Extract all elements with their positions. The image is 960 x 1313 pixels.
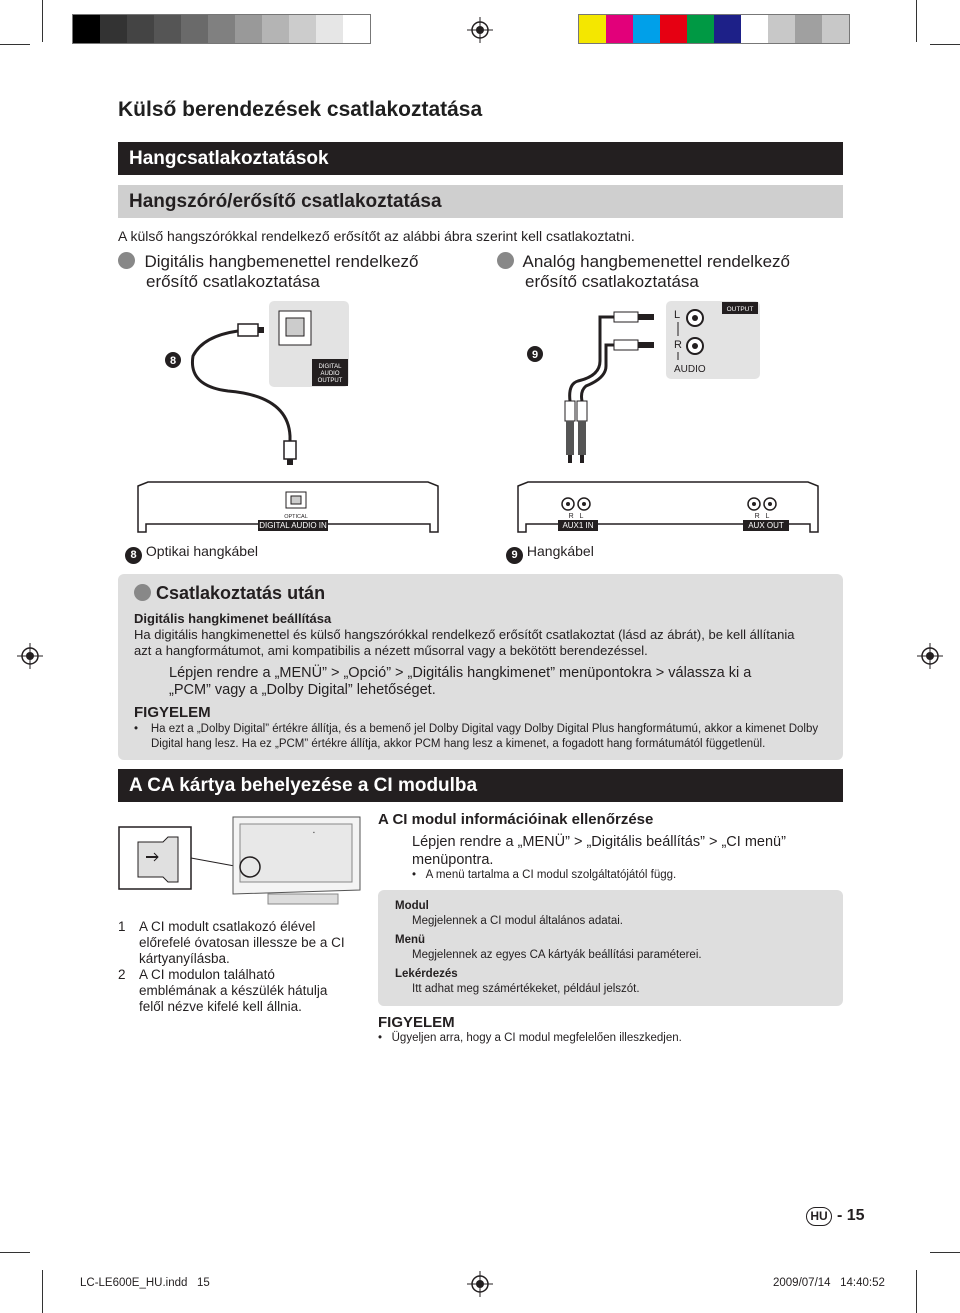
svg-text:OUTPUT: OUTPUT	[726, 306, 754, 313]
page-title: Külső berendezések csatlakoztatása	[118, 98, 483, 121]
ci-bullet: • A menü tartalma a CI modul szolgáltatójától függ.	[412, 869, 677, 881]
grayscale-strip	[72, 14, 371, 44]
svg-text:R L: R L	[568, 513, 584, 520]
row-desc-modul: Megjelennek a CI modul általános adatai.	[412, 915, 623, 927]
color-strip	[578, 14, 850, 44]
row-label-menu: Menü	[395, 934, 426, 946]
rca-cable	[565, 312, 654, 463]
digital-heading: Digitális hangbemenettel rendelkező erősítő csatlakoztatása	[118, 252, 419, 292]
registration-mark-icon	[467, 17, 493, 43]
bullet-icon	[497, 252, 514, 269]
svg-text:AUX OUT: AUX OUT	[748, 521, 784, 530]
number-8-icon: 8	[125, 547, 142, 564]
registration-mark-icon	[17, 643, 43, 669]
step-1: 1 A CI modult csatlakozó élével előrefelé óvatosan illessze be a CI kártyanyílásba.	[118, 919, 345, 966]
svg-text:▪: ▪	[313, 830, 315, 836]
amplifier-analog	[518, 482, 818, 532]
para-line-2: azt a hangformátumot, ami kompatibilis a nézett műsorral vagy a bekötött berendezéssel.	[134, 643, 648, 658]
subsection-bar-speaker: Hangszóró/erősítő csatlakoztatása	[118, 185, 843, 218]
after-connection-title: Csatlakoztatás után	[134, 583, 325, 604]
timestamp: 2009/07/14 14:40:52	[773, 1277, 885, 1289]
ci-table-content	[395, 899, 702, 997]
svg-text:8: 8	[169, 355, 177, 367]
svg-text:AUDIO: AUDIO	[674, 364, 706, 375]
svg-text:R L: R L	[754, 513, 770, 520]
analog-heading: Analóg hangbemenettel rendelkező erősítő csatlakoztatása	[497, 252, 790, 292]
ca-note-title: FIGYELEM	[378, 1014, 455, 1031]
instruction-line-2: „PCM” vagy a „Dolby Digital” lehetőséget.	[169, 682, 436, 698]
svg-text:AUDIO: AUDIO	[320, 371, 340, 377]
ci-info-title: A CI modul információinak ellenőrzése	[378, 811, 654, 828]
row-desc-menu: Megjelennek az egyes CA kártyák beállítási paraméterei.	[412, 949, 702, 961]
section-bar-ca: A CA kártya behelyezése a CI modulba	[118, 769, 843, 802]
amplifier-digital	[138, 482, 438, 532]
language-badge: HU	[806, 1207, 832, 1226]
svg-text:AUX1 IN: AUX1 IN	[562, 521, 594, 530]
digital-output-subtitle: Digitális hangkimenet beállítása	[134, 611, 332, 626]
row-label-modul: Modul	[395, 900, 429, 912]
registration-mark-icon	[917, 643, 943, 669]
note-line-2: Digital hang lesz. Ha ez „PCM” értékre állítja, akkor PCM hang lesz a kimenet, a fogadott hang formátumától függetlenül.	[151, 738, 766, 750]
number-8-badge	[165, 352, 181, 368]
ci-instruction-1: Lépjen rendre a „MENÜ” > „Digitális beállítás” > „CI menü”	[412, 834, 786, 850]
ca-note: • Ügyeljen arra, hogy a CI modul megfelelően illeszkedjen.	[378, 1032, 682, 1044]
number-9-icon: 9	[506, 547, 523, 564]
svg-text:R: R	[674, 339, 682, 351]
intro-text: A külső hangszórókkal rendelkező erősítőt az alábbi ábra szerint kell csatlakoztatni.	[118, 228, 635, 244]
row-label-lekerdezes: Lekérdezés	[395, 968, 458, 980]
svg-text:9: 9	[531, 349, 539, 361]
bullet-icon	[134, 584, 151, 601]
ci-module-illustration	[118, 812, 368, 910]
connection-diagram	[118, 296, 843, 536]
page-number: - 15	[837, 1207, 865, 1224]
file-name: LC-LE600E_HU.indd 15	[80, 1277, 210, 1289]
svg-text:DIGITAL: DIGITAL	[318, 364, 342, 370]
instruction-line-1: Lépjen rendre a „MENÜ” > „Opció” > „Digitális hangkimenet” menüpontokra > válassza ki a	[169, 665, 752, 681]
note-title: FIGYELEM	[134, 704, 211, 721]
step-2: 2 A CI modulon található emblémának a készülék hátulja felől nézve kifelé kell állnia.	[118, 967, 328, 1014]
svg-text:DIGITAL AUDIO IN: DIGITAL AUDIO IN	[259, 521, 327, 530]
row-desc-lekerdezes: Itt adhat meg számértékeket, például jelszót.	[412, 983, 640, 995]
legend-item-9: 9 Hangkábel	[506, 543, 594, 564]
section-bar-audio: Hangcsatlakoztatások	[118, 142, 843, 175]
registration-mark-icon	[467, 1271, 493, 1297]
ca-steps	[118, 919, 345, 1015]
svg-text:OUTPUT: OUTPUT	[317, 378, 343, 384]
legend-item-8: 8 Optikai hangkábel	[125, 543, 258, 564]
svg-text:L: L	[674, 309, 681, 321]
note-line-1: • Ha ezt a „Dolby Digital” értékre állítja, és a bemenő jel Dolby Digital vagy Dolby Digital Plus hangformátumú, akkor a kimenet Dolby	[134, 723, 819, 735]
para-line-1: Ha digitális hangkimenettel és külső hangszórókkal rendelkező erősítőt csatlakoztat (lásd az ábrát), be kell állítania	[134, 627, 795, 642]
ci-instruction-2: menüpontra.	[412, 852, 494, 868]
bullet-icon	[118, 252, 135, 269]
number-9-badge	[527, 346, 543, 362]
svg-text:OPTICAL: OPTICAL	[284, 514, 308, 520]
